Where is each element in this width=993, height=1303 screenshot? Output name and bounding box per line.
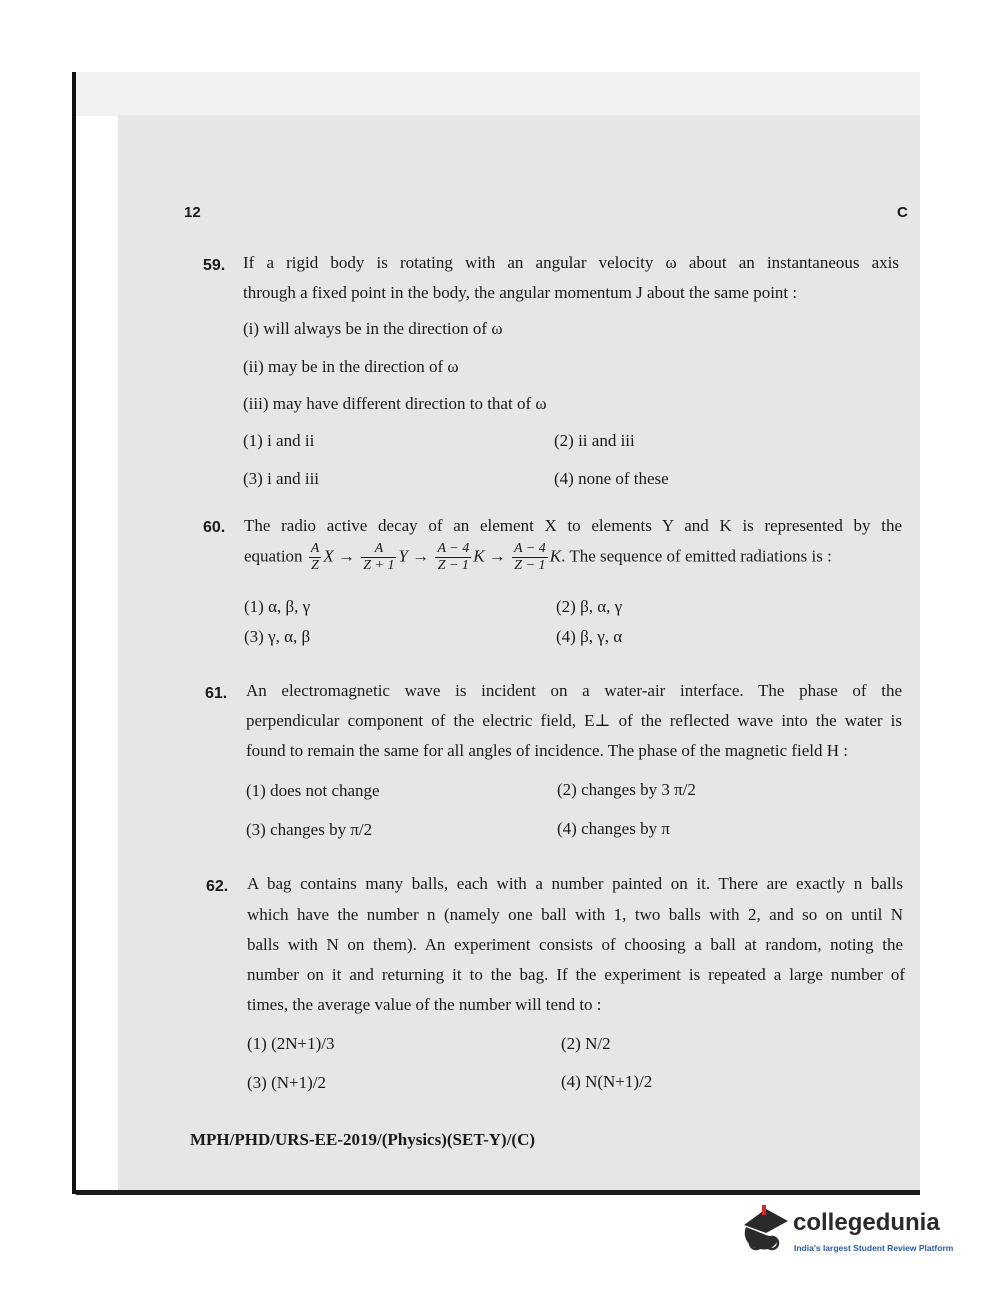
fraction-denominator: Z − 1: [437, 558, 469, 573]
equation-prefix: equation: [244, 546, 303, 566]
option-1: (1) i and ii: [243, 431, 315, 450]
option-2: (2) changes by 3 π/2: [557, 780, 696, 799]
option-1: (1) α, β, γ: [244, 597, 311, 616]
fraction-denominator: Z − 1: [514, 558, 546, 573]
fraction-denominator: Z + 1: [363, 558, 395, 573]
option-4: (4) changes by π: [557, 819, 670, 838]
question-text-line: The radio active decay of an element X to elements Y and K is represented by the: [244, 516, 902, 535]
fraction: [512, 541, 548, 574]
question-text-line: An electromagnetic wave is incident on a water-air interface. The phase of the: [246, 681, 902, 700]
statement: (i) will always be in the direction of ω: [243, 319, 503, 338]
question-number: 62.: [206, 878, 229, 895]
scan-bottom-edge: [76, 1190, 920, 1195]
set-letter: C: [897, 204, 908, 221]
question-text-line: If a rigid body is rotating with an angular velocity ω about an instantaneous axis: [243, 253, 899, 272]
fraction-numerator: A: [361, 541, 396, 558]
option-3: (3) γ, α, β: [244, 627, 311, 646]
equation-symbol: Y →: [398, 546, 430, 566]
option-2: (2) N/2: [561, 1034, 611, 1053]
page-number: 12: [184, 204, 201, 221]
scan-left-edge: [72, 72, 76, 1194]
option-3: (3) changes by π/2: [246, 820, 373, 839]
question-number: 61.: [205, 685, 228, 702]
option-1: (1) does not change: [246, 781, 380, 800]
question-number: 60.: [203, 519, 226, 536]
option-4: (4) β, γ, α: [556, 627, 623, 646]
logo-tagline: India's largest Student Review Platform: [794, 1243, 954, 1253]
question-number: 59.: [203, 257, 226, 274]
scanned-page: [118, 115, 920, 1194]
fraction-numerator: A − 4: [514, 541, 546, 556]
paper-code-footer: MPH/PHD/URS-EE-2019/(Physics)(SET-Y)/(C): [190, 1130, 536, 1149]
option-4: (4) none of these: [554, 469, 669, 488]
equation-symbol: K →: [473, 546, 506, 566]
question-text-line: found to remain the same for all angles of incidence. The phase of the magnetic field H :: [246, 741, 849, 760]
question-text-line: balls with N on them). An experiment consists of choosing a ball at random, noting the: [247, 935, 903, 954]
equation-suffix: . The sequence of emitted radiations is :: [561, 546, 832, 566]
question-text-line: times, the average value of the number will tend to :: [247, 995, 602, 1014]
option-3: (3) (N+1)/2: [247, 1073, 326, 1092]
option-4: (4) N(N+1)/2: [561, 1072, 653, 1091]
equation-symbol: K: [549, 546, 562, 566]
option-2: (2) ii and iii: [554, 431, 635, 450]
question-text-line: through a fixed point in the body, the angular momentum J about the same point :: [243, 283, 798, 302]
fraction: [361, 541, 396, 574]
collegedunia-logo: [738, 1203, 960, 1263]
mascot-icon: [738, 1203, 792, 1259]
option-3: (3) i and iii: [243, 469, 320, 488]
statement: (ii) may be in the direction of ω: [243, 357, 459, 376]
question-text-line: A bag contains many balls, each with a number painted on it. There are exactly n balls: [247, 874, 903, 893]
question-text-line: which have the number n (namely one ball with 1, two balls with 2, and so on until N: [247, 905, 903, 924]
fraction-numerator: A − 4: [437, 541, 470, 556]
decay-equation: [244, 541, 832, 574]
equation-symbol: X →: [323, 546, 355, 566]
fraction-numerator: A: [310, 541, 320, 556]
fraction: [309, 541, 322, 574]
option-2: (2) β, α, γ: [556, 597, 623, 616]
question-text-line: perpendicular component of the electric field, E⊥ of the reflected wave into the water is: [246, 711, 902, 730]
statement: (iii) may have different direction to that of ω: [243, 394, 547, 413]
logo-wordmark: collegedunia: [793, 1209, 940, 1236]
scan-top-margin: [76, 72, 920, 116]
fraction-denominator: Z: [311, 558, 319, 573]
option-1: (1) (2N+1)/3: [247, 1034, 335, 1053]
fraction: [435, 541, 471, 574]
question-text-line: number on it and returning it to the bag. If the experiment is repeated a large number of: [247, 965, 905, 984]
